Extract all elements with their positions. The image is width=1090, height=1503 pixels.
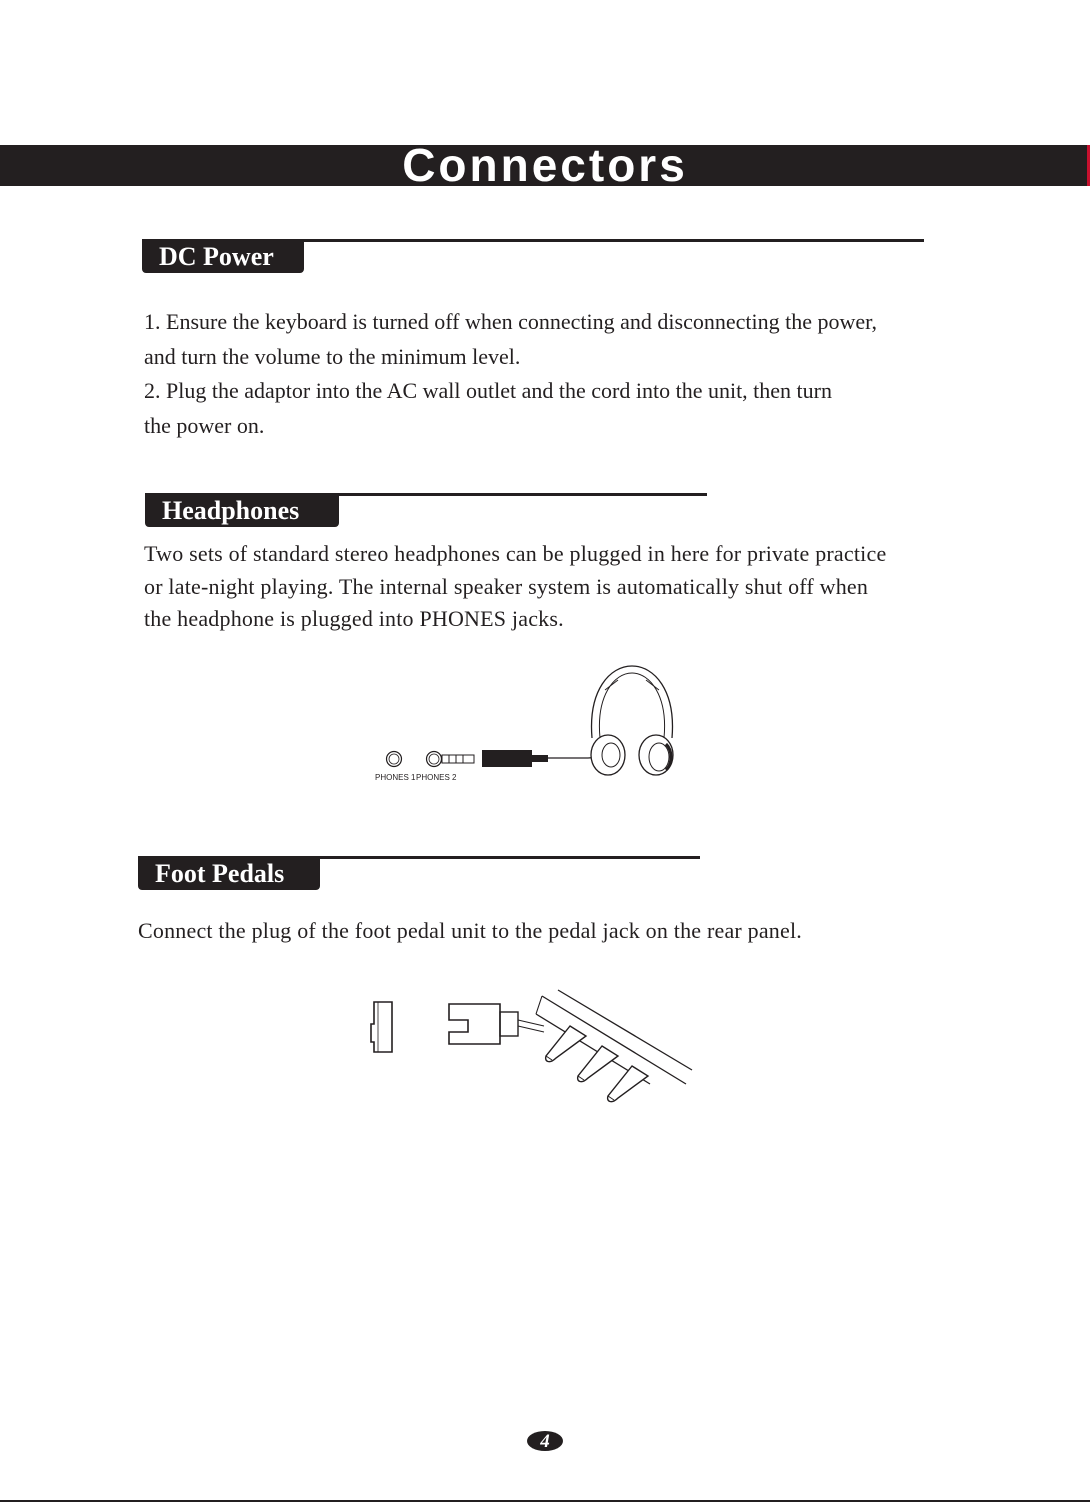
phones-1-label: PHONES 1 bbox=[375, 773, 416, 782]
pedal-left bbox=[546, 1026, 586, 1062]
page-title: Connectors bbox=[402, 139, 688, 191]
headphones-line: the headphone is plugged into PHONES jacks. bbox=[144, 606, 564, 631]
dc-power-line: 2. Plug the adaptor into the AC wall outlet and the cord into the unit, then turn bbox=[144, 378, 832, 404]
dc-power-heading: DC Power bbox=[142, 240, 304, 273]
headphones-illustration bbox=[360, 660, 700, 790]
page-number: 4 bbox=[527, 1431, 563, 1451]
pedal-illustration bbox=[360, 980, 700, 1110]
pedal-jack-socket bbox=[371, 1002, 392, 1052]
foot-pedals-text bbox=[138, 916, 802, 946]
bottom-rule bbox=[0, 1500, 1090, 1502]
pedal-center bbox=[578, 1046, 618, 1082]
headphone-plug bbox=[442, 750, 548, 767]
dc-power-line: 1. Ensure the keyboard is turned off when connecting and disconnecting the power, bbox=[144, 309, 878, 334]
pedal-unit bbox=[536, 990, 692, 1084]
pedal-right bbox=[608, 1066, 648, 1102]
foot-pedals-line: Connect the plug of the foot pedal unit to the pedal jack on the rear panel. bbox=[138, 918, 802, 943]
headphones-icon bbox=[591, 666, 673, 775]
dc-power-text bbox=[144, 305, 877, 444]
phones-2-jack bbox=[427, 752, 442, 767]
phones-1-jack bbox=[387, 752, 402, 767]
foot-pedals-heading: Foot Pedals bbox=[138, 857, 320, 890]
dc-power-line: and turn the volume to the minimum level. bbox=[144, 343, 521, 369]
dc-power-line: the power on. bbox=[144, 413, 265, 439]
pedal-plug bbox=[449, 1004, 544, 1044]
phones-2-label: PHONES 2 bbox=[416, 773, 457, 782]
title-band bbox=[0, 139, 1090, 191]
headphone-cord bbox=[548, 752, 596, 758]
headphones-line: Two sets of standard stereo headphones can be plugged in here for private practice bbox=[144, 541, 887, 566]
headphones-text bbox=[144, 538, 886, 636]
headphones-line: or late-night playing. The internal speaker system is automatically shut off when bbox=[144, 573, 869, 599]
headphones-heading: Headphones bbox=[145, 494, 339, 527]
